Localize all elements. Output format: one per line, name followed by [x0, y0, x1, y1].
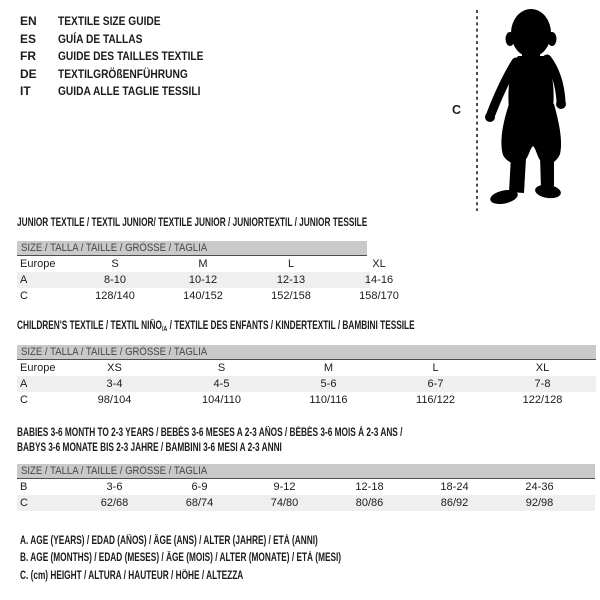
size-value: 7-8 — [534, 378, 551, 390]
language-code: IT — [20, 84, 31, 98]
junior-textile-table — [17, 217, 423, 304]
babies-textile-table — [17, 426, 595, 511]
childrens-textile-table — [17, 320, 596, 408]
table-row — [17, 495, 595, 511]
row-label: C — [20, 290, 28, 302]
size-header-band — [17, 241, 367, 256]
footnote-text: A. AGE (YEARS) / EDAD (AÑOS) / ÂGE (ANS) / ALTER (JAHRE) / ETÀ (ANNI) — [20, 535, 318, 547]
row-label: C — [20, 394, 28, 406]
size-header-text: SIZE / TALLA / TAILLE / GRÖSSE / TAGLIA — [21, 242, 208, 254]
table-rows — [17, 479, 595, 511]
size-header-band — [17, 464, 595, 479]
size-value: 9-12 — [273, 481, 296, 493]
row-label: B — [20, 481, 28, 493]
table-row — [17, 360, 596, 376]
toddler-silhouette-icon — [440, 0, 600, 220]
size-header-band — [17, 345, 596, 360]
language-code: DE — [20, 66, 37, 81]
size-value: 68/74 — [185, 497, 214, 509]
size-value: 4-5 — [213, 378, 230, 390]
size-header-text: SIZE / TALLA / TAILLE / GRÖSSE / TAGLIA — [21, 346, 208, 358]
size-value: 104/110 — [202, 394, 241, 406]
table-row — [17, 256, 423, 272]
language-title: GUÍA DE TALLAS — [58, 31, 143, 46]
row-label: C — [20, 497, 28, 509]
size-value: XS — [107, 362, 122, 374]
height-label-c: C — [452, 103, 462, 117]
size-value: S — [217, 362, 226, 374]
footnote-legend — [20, 533, 466, 585]
table-rows — [17, 256, 423, 304]
language-code: EN — [20, 14, 37, 28]
table-title — [17, 426, 595, 456]
row-label: Europe — [20, 362, 56, 374]
size-header-text: SIZE / TALLA / TAILLE / GRÖSSE / TAGLIA — [21, 465, 208, 477]
row-label: Europe — [20, 258, 56, 270]
language-row-it — [20, 83, 229, 101]
size-value: 12-13 — [276, 274, 306, 286]
size-value: XL — [535, 362, 550, 374]
language-row-fr — [20, 48, 229, 66]
size-value: 62/68 — [100, 497, 129, 509]
title-pre: CHILDREN'S TEXTILE / TEXTIL NIÑO — [17, 320, 162, 332]
language-row-en — [20, 13, 229, 31]
size-value: 5-6 — [320, 378, 337, 390]
size-value: 158/170 — [359, 290, 399, 302]
table-title-line1: BABIES 3-6 MONTH TO 2-3 YEARS / BEBÉS 3-6 MESES A 2-3 AÑOS / BÉBÉS 3-6 MOIS À 2-3 ANS / — [17, 427, 403, 439]
table-title — [17, 217, 423, 229]
table-title-line2: BABYS 3-6 MONATE BIS 2-3 JAHRE / BAMBINI 3-6 MESI A 2-3 ANNI — [17, 442, 282, 454]
size-value: 110/116 — [309, 394, 348, 406]
size-value: L — [432, 362, 439, 374]
size-value: 98/104 — [97, 394, 132, 406]
size-value: 128/140 — [95, 290, 135, 302]
size-value: 152/158 — [271, 290, 311, 302]
language-title: TEXTILE SIZE GUIDE — [58, 14, 161, 28]
table-title — [17, 320, 596, 333]
size-value: 10-12 — [188, 274, 218, 286]
language-title: GUIDE DES TAILLES TEXTILE — [58, 49, 204, 63]
size-value: 74/80 — [270, 497, 299, 509]
language-code: ES — [20, 31, 37, 46]
table-title-text — [17, 320, 415, 333]
title-post: / TEXTILE DES ENFANTS / KINDERTEXTIL / BAMBINI TESSILE — [167, 320, 415, 332]
size-value: 6-9 — [191, 481, 208, 493]
toddler-silhouette — [485, 9, 566, 206]
size-value: 12-18 — [355, 481, 384, 493]
size-value: 3-6 — [106, 481, 123, 493]
size-value: L — [287, 258, 295, 270]
size-value: 86/92 — [440, 497, 469, 509]
row-label: A — [20, 378, 28, 390]
language-row-es — [20, 31, 229, 49]
footnote-text: B. AGE (MONTHS) / EDAD (MESES) / ÂGE (MOIS) / ALTER (MONATE) / ETÀ (MESI) — [20, 552, 342, 565]
size-value: 6-7 — [427, 378, 444, 390]
size-value: 14-16 — [364, 274, 394, 286]
language-title: GUIDA ALLE TAGLIE TESSILI — [58, 84, 201, 98]
title-subscript: /A — [161, 324, 168, 333]
footnote-b — [20, 550, 466, 567]
table-row — [17, 392, 596, 408]
size-value: 18-24 — [440, 481, 469, 493]
size-value: 24-36 — [525, 481, 554, 493]
size-value: 3-4 — [106, 378, 123, 390]
size-value: 122/128 — [522, 394, 563, 406]
table-row — [17, 479, 595, 495]
language-list — [20, 13, 229, 101]
size-value: 92/98 — [525, 497, 554, 509]
footnote-a — [20, 533, 466, 550]
footnote-c — [20, 568, 466, 585]
size-value: 8-10 — [103, 274, 127, 286]
size-value: 116/122 — [416, 394, 455, 406]
table-row — [17, 376, 596, 392]
size-value: M — [323, 362, 334, 374]
size-value: S — [111, 258, 119, 270]
footnote-text: C. (cm) HEIGHT / ALTURA / HAUTEUR / HÖHE / ALTEZZA — [20, 569, 244, 582]
language-row-de — [20, 66, 229, 84]
table-title-text: JUNIOR TEXTILE / TEXTIL JUNIOR/ TEXTILE JUNIOR / JUNIORTEXTIL / JUNIOR TESSILE — [17, 217, 368, 229]
size-value: XL — [372, 258, 386, 270]
table-row — [17, 288, 423, 304]
table-row — [17, 272, 423, 288]
size-value: 80/86 — [355, 497, 384, 509]
language-code: FR — [20, 49, 36, 63]
row-label: A — [20, 274, 28, 286]
size-value: 140/152 — [183, 290, 223, 302]
language-title: TEXTILGRÖßENFÜHRUNG — [58, 66, 188, 81]
size-value: M — [198, 258, 208, 270]
table-rows — [17, 360, 596, 408]
